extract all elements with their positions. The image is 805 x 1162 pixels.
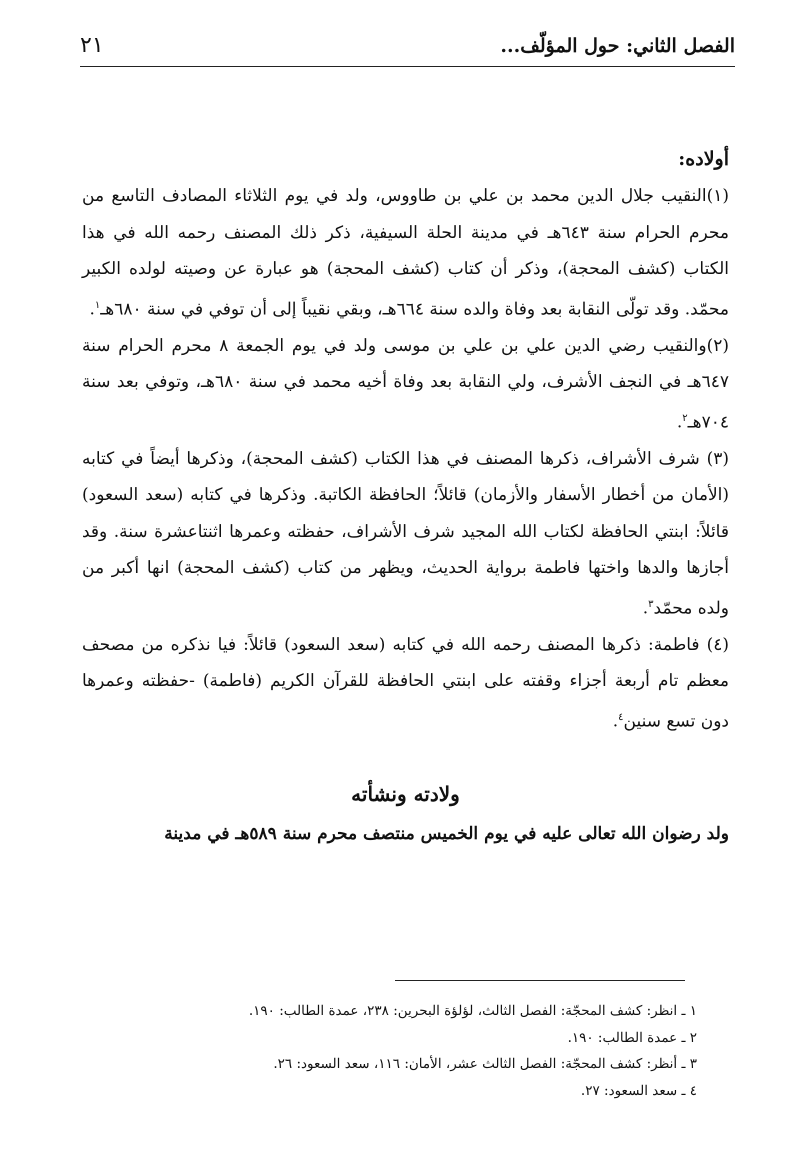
paragraph-4: (٤) فاطمة: ذكرها المصنف رحمه الله في كتابه (سعد السعود) قائلاً: فيا نذكره من مصحف معظم تام أربعة أجزاء وقفته على ابنتي الحافظة للقرآن الكريم (فاطمة) -حفظته وعمرها دون تسع سنين$^٤$.	[82, 634, 729, 732]
footnote-marker: ١	[94, 299, 101, 311]
page-header	[80, 30, 735, 62]
footnote-4: ٤ ـ سعد السعود: ٢٧.	[580, 1082, 697, 1099]
paragraph-text: (٤) فاطمة: ذكرها المصنف رحمه الله في كتابه (سعد السعود) قائلاً: فيا نذكره من مصحف معظم تام أربعة أجزاء وقفته على ابنتي الحافظة للقرآن الكريم (فاطمة) -حفظته وعمرها دون تسع سنين	[82, 634, 729, 732]
main-text	[82, 140, 729, 852]
page-number: ٢١	[80, 33, 104, 58]
footnote-1: ١ ـ انظر: كشف المحجّة: الفصل الثالث، لؤلؤة البحرين: ٢٣٨، عمدة الطالب: ١٩٠.	[248, 1003, 697, 1019]
section-title: أولاده:	[678, 148, 729, 170]
paragraph-1: (١)النقيب جلال الدين محمد بن علي بن طاووس، ولد في يوم الثلاثاء المصادف التاسع من محرم الحرام سنة ٦٤٣هـ في مدينة الحلة السيفية، ذكر ذلك المصنف رحمه الله في هذا الكتاب (كشف المحجة)، وذكر أن كتاب (كشف المحجة) هو عبارة عن وصيته لولده الكبير محمّد. وقد تولّى النقابة بعد وفاة والده سنة ٦٦٤هـ، وبقي نقيباً إلى أن توفي في سنة ٦٨٠هـ$^١$.	[82, 186, 729, 320]
footnote-marker: ٣	[648, 598, 654, 610]
running-head: الفصل الثاني: حول المؤلّف...	[500, 35, 735, 57]
footnote-rule	[395, 980, 685, 981]
closing-line: ولد رضوان الله تعالى عليه في يوم الخميس منتصف محرم سنة ٥٨٩هـ في مدينة	[164, 824, 729, 845]
paragraph-text: (٢)والنقيب رضي الدين علي بن علي بن موسى ولد في يوم الجمعة ٨ محرم الحرام سنة ٦٤٧هـ في النجف الأشرف، ولي النقابة بعد وفاة أخيه محمد في سنة ٦٨٠هـ، وتوفي بعد سنة ٧٠٤هـ	[82, 335, 729, 433]
header-rule	[80, 66, 735, 67]
paragraph-2: (٢)والنقيب رضي الدين علي بن علي بن موسى ولد في يوم الجمعة ٨ محرم الحرام سنة ٦٤٧هـ في النجف الأشرف، ولي النقابة بعد وفاة أخيه محمد في سنة ٦٨٠هـ، وتوفي بعد سنة ٧٠٤هـ$^٢$.	[82, 335, 729, 433]
paragraph-3: (٣) شرف الأشراف، ذكرها المصنف في هذا الكتاب (كشف المحجة)، وذكرها أيضاً في كتابه (الأمان من أخطار الأسفار والأزمان) قائلاً؛ الحافظة الكاتبة. وذكرها في كتابه (سعد السعود) قائلاً: ابنتي الحافظة لكتاب الله المجيد شرف الأشراف، حفظته وعمرها اثنتاعشرة سنة. وقد أجازها والدها واختها فاطمة برواية الحديث، ويظهر من كتاب (كشف المحجة) انها أكبر من ولده محمّد$^٣$.	[82, 448, 729, 619]
paragraph-text: (٣) شرف الأشراف، ذكرها المصنف في هذا الكتاب (كشف المحجة)، وذكرها أيضاً في كتابه (الأمان من أخطار الأسفار والأزمان) قائلاً؛ الحافظة الكاتبة. وذكرها في كتابه (سعد السعود) قائلاً: ابنتي الحافظة لكتاب الله المجيد شرف الأشراف، حفظته وعمرها اثنتاعشرة سنة. وقد أجازها والدها واختها فاطمة برواية الحديث، ويظهر من كتاب (كشف المحجة) انها أكبر من ولده محمّد	[82, 448, 729, 619]
paragraph-text: (١)النقيب جلال الدين محمد بن علي بن طاووس، ولد في يوم الثلاثاء المصادف التاسع من محرم الحرام سنة ٦٤٣هـ في مدينة الحلة السيفية، ذكر ذلك المصنف رحمه الله في هذا الكتاب (كشف المحجة)، وذكر أن كتاب (كشف المحجة) هو عبارة عن وصيته لولده الكبير محمّد. وقد تولّى النقابة بعد وفاة والده سنة ٦٦٤هـ، وبقي نقيباً إلى أن توفي في سنة ٦٨٠هـ	[82, 186, 729, 320]
footnote-marker: ٢	[682, 412, 688, 424]
footnote-2: ٢ ـ عمدة الطالب: ١٩٠.	[567, 1029, 697, 1046]
footnote-3: ٣ ـ أنظر: كشف المحجّة: الفصل الثالث عشر، الأمان: ١١٦، سعد السعود: ٢٦.	[273, 1056, 697, 1072]
subsection-heading: ولادته ونشأته	[351, 782, 460, 807]
footnote-marker: ٤	[618, 711, 624, 723]
footnotes	[80, 998, 697, 1104]
